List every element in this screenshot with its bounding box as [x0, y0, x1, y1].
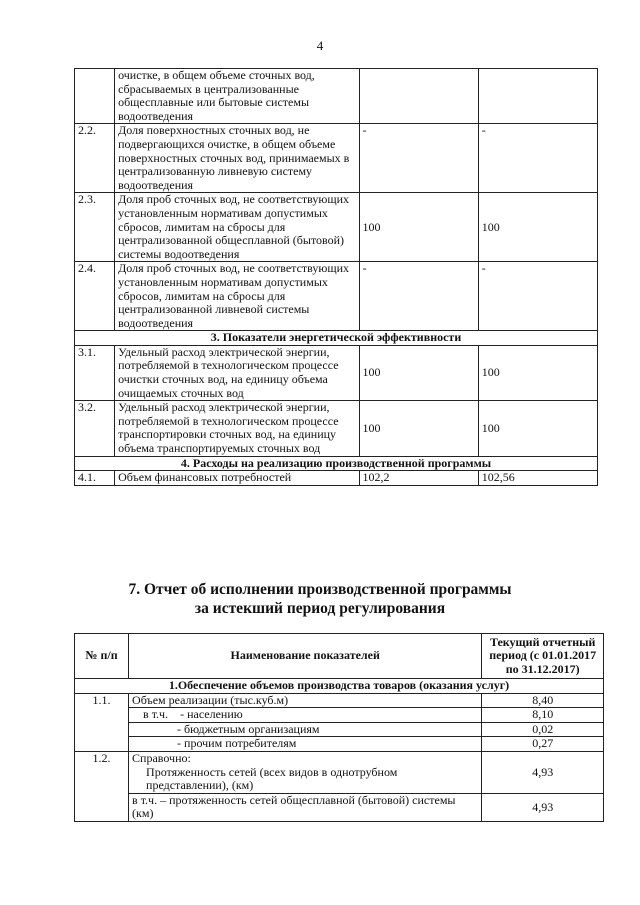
table-row [75, 262, 598, 331]
other-label: - прочим потребителям [129, 737, 482, 752]
sewer-length-label: в т.ч. – протяженность сетей общесплавной (бытовой) системы (км) [129, 793, 482, 821]
budget-label: - бюджетным организациям [129, 722, 482, 737]
table-row [75, 69, 598, 124]
table-row [75, 793, 604, 821]
table-row [75, 345, 598, 400]
plan-value: 102,2 [359, 471, 478, 486]
network-length-text: Протяженность сетей (всех видов в однотрубном представлении), (км) [146, 764, 398, 793]
table-row [75, 693, 604, 708]
plan-value: 100 [359, 345, 478, 400]
row-number: 2.3. [75, 193, 115, 262]
actual-value: - [478, 262, 597, 331]
section-row [75, 456, 598, 471]
indicator-name: Удельный расход электрической энергии, потребляемой в технологическом процессе очистки сточных вод, на единицу объема очищаемых сточных вод [115, 345, 359, 400]
table-row [75, 471, 598, 486]
indicator-name: Объем финансовых потребностей [115, 471, 359, 486]
page-number: 4 [316, 38, 324, 53]
report-table [74, 633, 604, 822]
header-name: Наименование показателей [129, 634, 482, 679]
table-row [75, 193, 598, 262]
header-period: Текущий отчетный период (с 01.01.2017 по 31.12.2017) [482, 634, 604, 679]
section-7-heading [0, 580, 640, 618]
plan-value [359, 69, 478, 124]
section-7-title-line1: 7. Отчет об исполнении производственной программы [128, 581, 512, 598]
section-title: 4. Расходы на реализацию производственной программы [75, 456, 598, 471]
actual-value: 100 [478, 401, 597, 456]
row-number: 2.4. [75, 262, 115, 331]
table-row [75, 124, 598, 193]
sales-volume-value: 8,40 [482, 693, 604, 708]
actual-value: 102,56 [478, 471, 597, 486]
actual-value [478, 69, 597, 124]
indicator-name: очистке, в общем объеме сточных вод, сбрасываемых в централизованные общесплавные или бытовые системы водоотведения [115, 69, 359, 124]
actual-value: 100 [478, 345, 597, 400]
row-number: 3.1. [75, 345, 115, 400]
indicator-name: Удельный расход электрической энергии, потребляемой в технологическом процессе транспортировки сточных вод, на единицу объема транспортируемых сточных вод [115, 401, 359, 456]
header-num: № п/п [75, 634, 129, 679]
indicator-name: Доля проб сточных вод, не соответствующих установленным нормативам допустимых сбросов, лимитам на сбросы для централизованной общесплавной (бытовой) системы водоотведения [115, 193, 359, 262]
table-row [75, 751, 604, 793]
reference-label: Справочно: [132, 750, 191, 765]
plan-value: - [359, 124, 478, 193]
row-number: 2.2. [75, 124, 115, 193]
sewer-length-value: 4,93 [482, 793, 604, 821]
row-number: 1.1. [75, 693, 129, 751]
indicators-table [74, 68, 598, 486]
network-length-value: 4,93 [482, 751, 604, 793]
actual-value: 100 [478, 193, 597, 262]
row-number: 4.1. [75, 471, 115, 486]
section-title: 3. Показатели энергетической эффективности [75, 331, 598, 346]
section-title: 1.Обеспечение объемов производства товаров (оказания услуг) [75, 679, 604, 694]
plan-value: 100 [359, 193, 478, 262]
row-number: 3.2. [75, 401, 115, 456]
incl-label: в т.ч. [143, 707, 169, 722]
section-7-title-line2: за истекший период регулирования [194, 600, 446, 617]
network-length-label [129, 751, 482, 793]
plan-value: 100 [359, 401, 478, 456]
population-label: - населению [180, 707, 243, 722]
population-value: 8,10 [482, 708, 604, 723]
section-row [75, 331, 598, 346]
table-row [75, 401, 598, 456]
table-row [75, 722, 604, 737]
row-number: 1.2. [75, 751, 129, 821]
indicator-name: Доля поверхностных сточных вод, не подвергающихся очистке, в общем объеме поверхностных сточных вод, принимаемых в централизованную ливневую систему водоотведения [115, 124, 359, 193]
indicator-name: Доля проб сточных вод, не соответствующих установленным нормативам допустимых сбросов, лимитам на сбросы для централизованной ливневой системы водоотведения [115, 262, 359, 331]
plan-value: - [359, 262, 478, 331]
row-number [75, 69, 115, 124]
section-row [75, 679, 604, 694]
population-row-label [129, 708, 482, 723]
table-row [75, 708, 604, 723]
report-table-header [75, 634, 604, 679]
actual-value: - [478, 124, 597, 193]
table-row [75, 737, 604, 752]
sales-volume-label: Объем реализации (тыс.куб.м) [129, 693, 482, 708]
budget-value: 0,02 [482, 722, 604, 737]
other-value: 0,27 [482, 737, 604, 752]
